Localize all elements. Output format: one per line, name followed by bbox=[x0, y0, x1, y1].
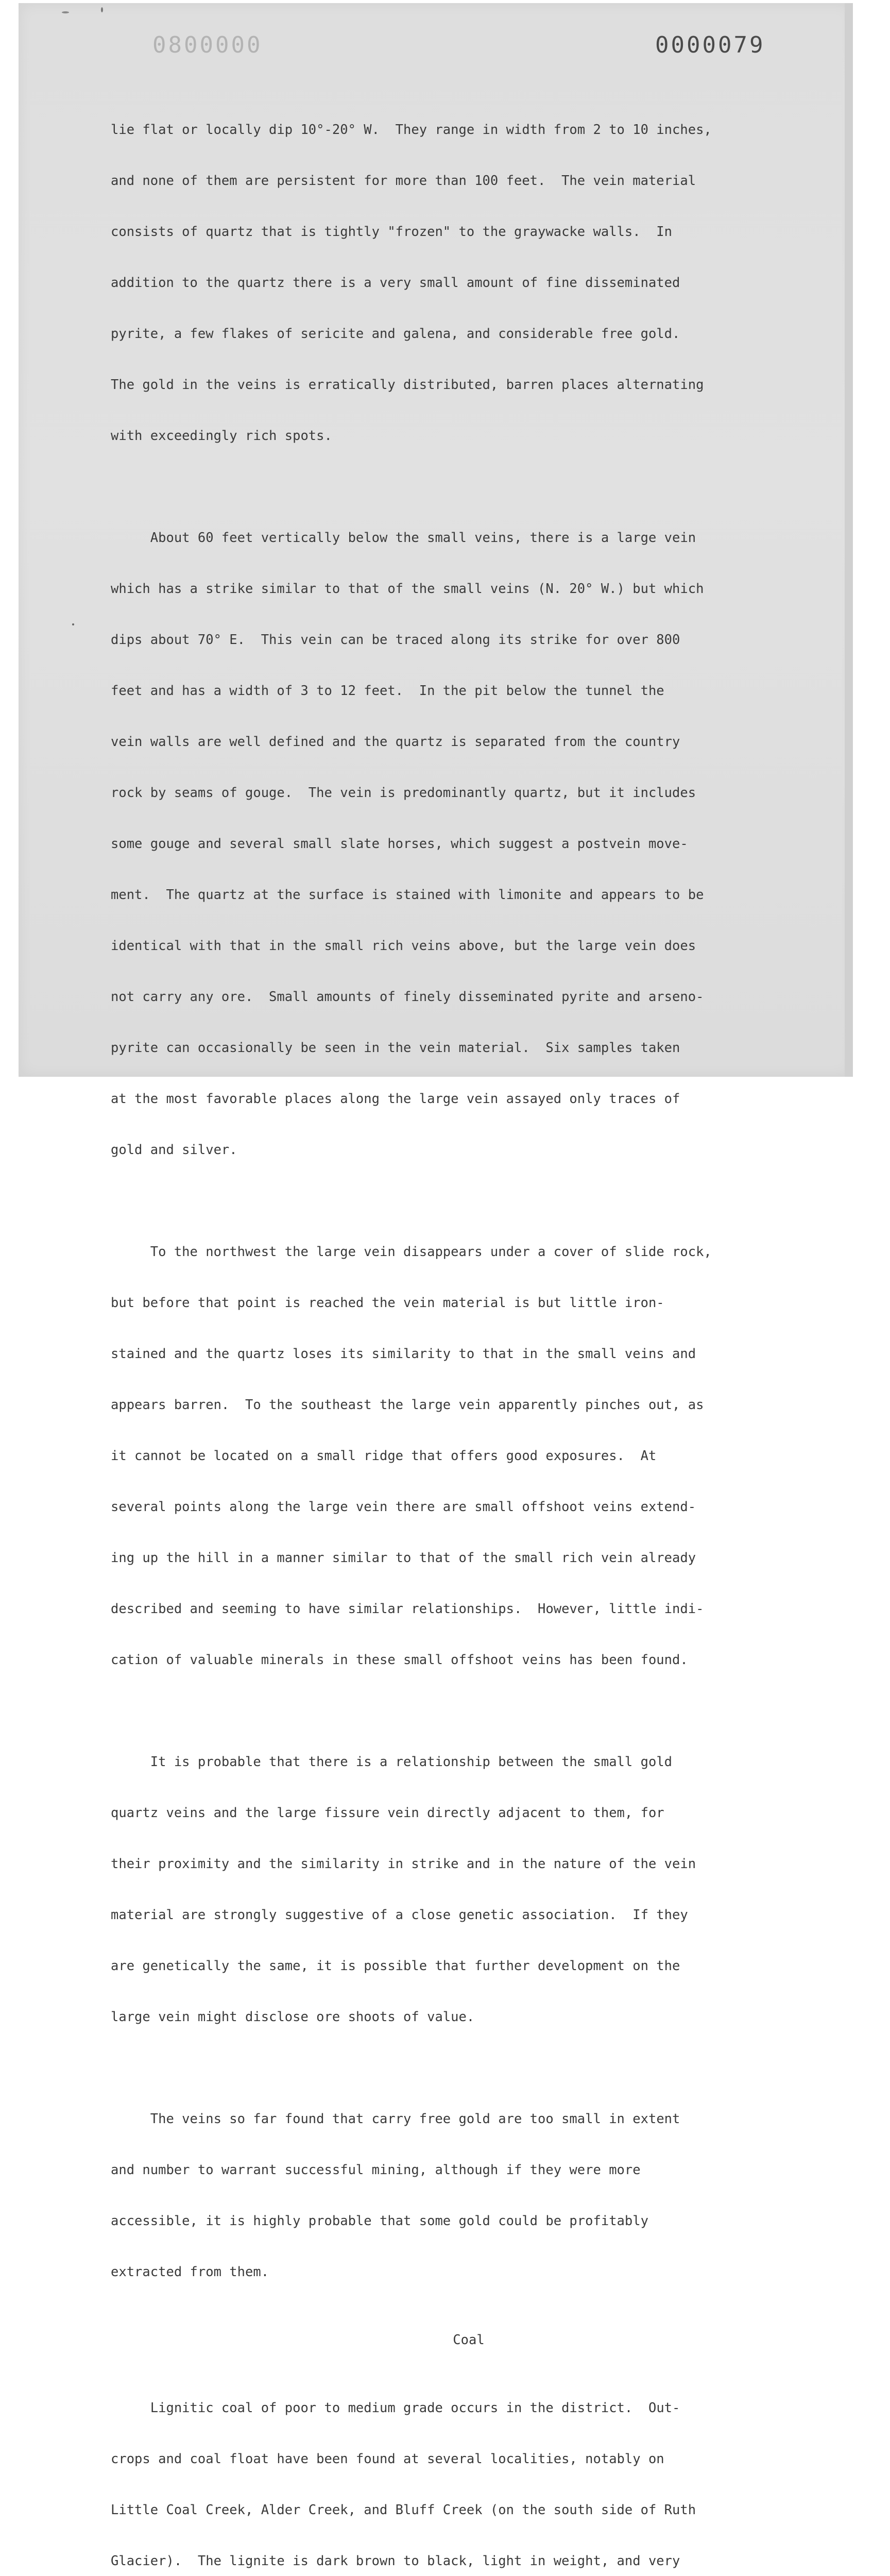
section-heading: Coal bbox=[453, 2332, 485, 2348]
paragraph bbox=[111, 1210, 775, 1703]
text-line: with exceedingly rich spots. bbox=[111, 428, 332, 444]
text-line: gold and silver. bbox=[111, 1142, 237, 1158]
text-line: rock by seams of gouge. The vein is predominantly quartz, but it includes bbox=[111, 785, 696, 801]
paragraph bbox=[111, 2366, 775, 2576]
text-line: Little Coal Creek, Alder Creek, and Bluff Creek (on the south side of Ruth bbox=[111, 2502, 696, 2518]
text-line: it cannot be located on a small ridge that offers good exposures. At bbox=[111, 1448, 657, 1464]
text-line: which has a strike similar to that of the small veins (N. 20° W.) but which bbox=[111, 581, 704, 597]
scan-speck bbox=[72, 623, 74, 625]
text-line: Glacier). The lignite is dark brown to black, light in weight, and very bbox=[111, 2553, 680, 2569]
text-line: To the northwest the large vein disappears under a cover of slide rock, bbox=[111, 1244, 712, 1260]
text-line: quartz veins and the large fissure vein directly adjacent to them, for bbox=[111, 1805, 664, 1821]
text-line: feet and has a width of 3 to 12 feet. In the pit below the tunnel the bbox=[111, 683, 664, 699]
text-line: and none of them are persistent for more than 100 feet. The vein material bbox=[111, 173, 696, 189]
text-line: ing up the hill in a manner similar to that of the small rich vein already bbox=[111, 1550, 696, 1566]
text-line: cation of valuable minerals in these small offshoot veins has been found. bbox=[111, 1652, 688, 1668]
page-edge bbox=[845, 3, 853, 1077]
paragraph bbox=[111, 2077, 775, 2315]
text-line: accessible, it is highly probable that some gold could be profitably bbox=[111, 2213, 648, 2229]
text-line: Lignitic coal of poor to medium grade occurs in the district. Out- bbox=[111, 2400, 680, 2416]
text-line: The gold in the veins is erratically distributed, barren places alternating bbox=[111, 377, 704, 393]
text-line: but before that point is reached the vein material is but little iron- bbox=[111, 1295, 664, 1311]
text-line: addition to the quartz there is a very small amount of fine disseminated bbox=[111, 275, 680, 291]
page-number-stamp: 0000079 bbox=[655, 32, 765, 58]
scan-speck bbox=[62, 11, 69, 13]
text-line: several points along the large vein there are small offshoot veins extend- bbox=[111, 1499, 696, 1515]
text-line: stained and the quartz loses its similarity to that in the small veins and bbox=[111, 1346, 696, 1362]
paragraph bbox=[111, 496, 775, 1193]
text-line: and number to warrant successful mining, although if they were more bbox=[111, 2162, 641, 2178]
page-stamp-left: 0800000 bbox=[152, 32, 263, 58]
text-line: crops and coal float have been found at several localities, notably on bbox=[111, 2451, 664, 2467]
text-line: at the most favorable places along the large vein assayed only traces of bbox=[111, 1091, 680, 1107]
text-line: appears barren. To the southeast the large vein apparently pinches out, as bbox=[111, 1397, 704, 1413]
text-line: vein walls are well defined and the quartz is separated from the country bbox=[111, 734, 680, 750]
text-line: dips about 70° E. This vein can be traced along its strike for over 800 bbox=[111, 632, 680, 648]
text-line: some gouge and several small slate horses, which suggest a postvein move- bbox=[111, 836, 688, 852]
text-line: described and seeming to have similar relationships. However, little indi- bbox=[111, 1601, 704, 1617]
paragraph bbox=[111, 88, 775, 479]
text-line: pyrite, a few flakes of sericite and galena, and considerable free gold. bbox=[111, 326, 680, 342]
text-line: pyrite can occasionally be seen in the vein material. Six samples taken bbox=[111, 1040, 680, 1056]
text-line: large vein might disclose ore shoots of value. bbox=[111, 2009, 475, 2025]
text-line: their proximity and the similarity in strike and in the nature of the vein bbox=[111, 1856, 696, 1872]
text-line: lie flat or locally dip 10°-20° W. They range in width from 2 to 10 inches, bbox=[111, 122, 712, 138]
text-line: identical with that in the small rich veins above, but the large vein does bbox=[111, 938, 696, 954]
text-line: ment. The quartz at the surface is stained with limonite and appears to be bbox=[111, 887, 704, 903]
paragraph bbox=[111, 1720, 775, 2060]
scan-speck bbox=[101, 7, 103, 12]
document-body bbox=[111, 88, 775, 2576]
text-line: The veins so far found that carry free gold are too small in extent bbox=[111, 2111, 680, 2127]
text-line: It is probable that there is a relationship between the small gold bbox=[111, 1754, 673, 1770]
text-line: consists of quartz that is tightly "frozen" to the graywacke walls. In bbox=[111, 224, 673, 240]
text-line: are genetically the same, it is possible that further development on the bbox=[111, 1958, 680, 1974]
text-line: material are strongly suggestive of a close genetic association. If they bbox=[111, 1907, 688, 1923]
text-line: extracted from them. bbox=[111, 2264, 269, 2280]
text-line: About 60 feet vertically below the small veins, there is a large vein bbox=[111, 530, 696, 546]
text-line: not carry any ore. Small amounts of finely disseminated pyrite and arseno- bbox=[111, 989, 704, 1005]
